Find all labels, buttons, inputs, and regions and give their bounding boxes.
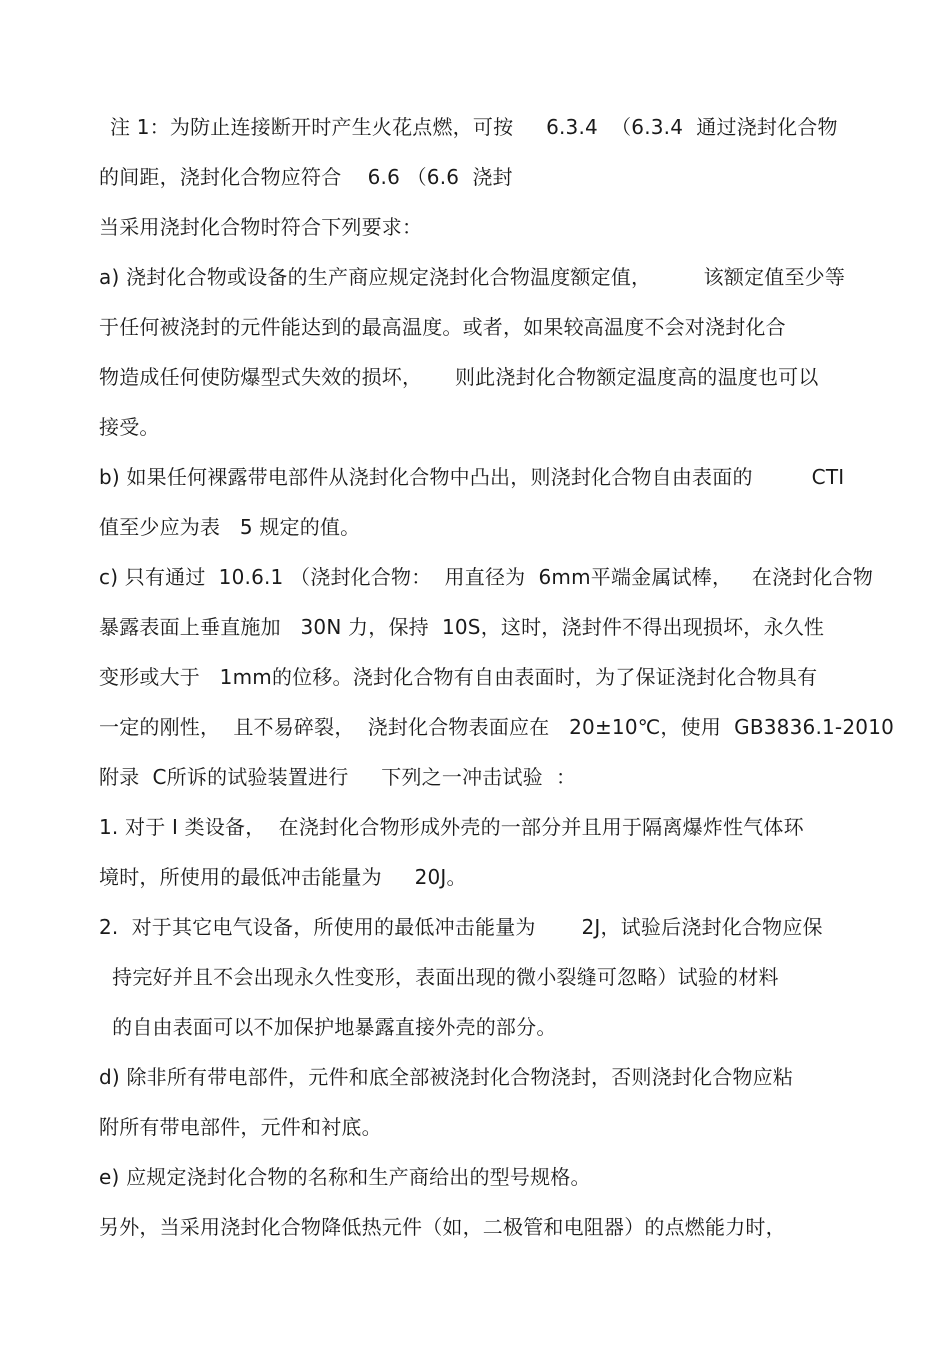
text-line: 暴露表面上垂直施加 30N 力，保持 10S，这时，浇封件不得出现损坏，永久性 <box>99 615 825 639</box>
text-line: 持完好并且不会出现永久性变形，表面出现的微小裂缝可忽略）试验的材料 <box>99 965 779 989</box>
text-line: 于任何被浇封的元件能达到的最高温度。或者，如果较高温度不会对浇封化合 <box>99 315 786 339</box>
text-line: 附录 C所诉的试验装置进行 下列之一冲击试验 ： <box>99 765 577 789</box>
text-line: e) 应规定浇封化合物的名称和生产商给出的型号规格。 <box>99 1165 591 1189</box>
text-line: 1. 对于 Ⅰ 类设备， 在浇封化合物形成外壳的一部分并且用于隔离爆炸性气体环 <box>99 815 804 839</box>
text-line: 附所有带电部件，元件和衬底。 <box>99 1115 382 1139</box>
text-line: 接受。 <box>99 415 160 439</box>
text-line: 物造成任何使防爆型式失效的损坏， 则此浇封化合物额定温度高的温度也可以 <box>99 365 819 389</box>
text-line: a) 浇封化合物或设备的生产商应规定浇封化合物温度额定值， 该额定值至少等 <box>99 265 846 289</box>
text-line: 的自由表面可以不加保护地暴露直接外壳的部分。 <box>99 1015 557 1039</box>
text-line: 注 1：为防止连接断开时产生火花点燃，可按 6.3.4 （6.3.4 通过浇封化合物 <box>110 115 838 139</box>
text-line: 值至少应为表 5 规定的值。 <box>99 515 361 539</box>
text-line: 变形或大于 1mm的位移。浇封化合物有自由表面时，为了保证浇封化合物具有 <box>99 665 818 689</box>
text-line: 2. 对于其它电气设备，所使用的最低冲击能量为 2J，试验后浇封化合物应保 <box>99 915 823 939</box>
text-line: 另外，当采用浇封化合物降低热元件（如，二极管和电阻器）的点燃能力时， <box>99 1215 786 1239</box>
text-line: 境时，所使用的最低冲击能量为 20J。 <box>99 865 467 889</box>
text-line: 的间距，浇封化合物应符合 6.6 （6.6 浇封 <box>99 165 513 189</box>
text-line: d) 除非所有带电部件，元件和底全部被浇封化合物浇封，否则浇封化合物应粘 <box>99 1065 794 1089</box>
text-line: 一定的刚性， 且不易碎裂， 浇封化合物表面应在 20±10℃，使用 GB3836.1-2010 <box>99 715 895 739</box>
text-line: b) 如果任何裸露带电部件从浇封化合物中凸出，则浇封化合物自由表面的 CTI <box>99 465 845 489</box>
text-line: c) 只有通过 10.6.1 （浇封化合物： 用直径为 6mm平端金属试棒， 在浇封化合物 <box>99 565 874 589</box>
text-line: 当采用浇封化合物时符合下列要求： <box>99 215 423 239</box>
